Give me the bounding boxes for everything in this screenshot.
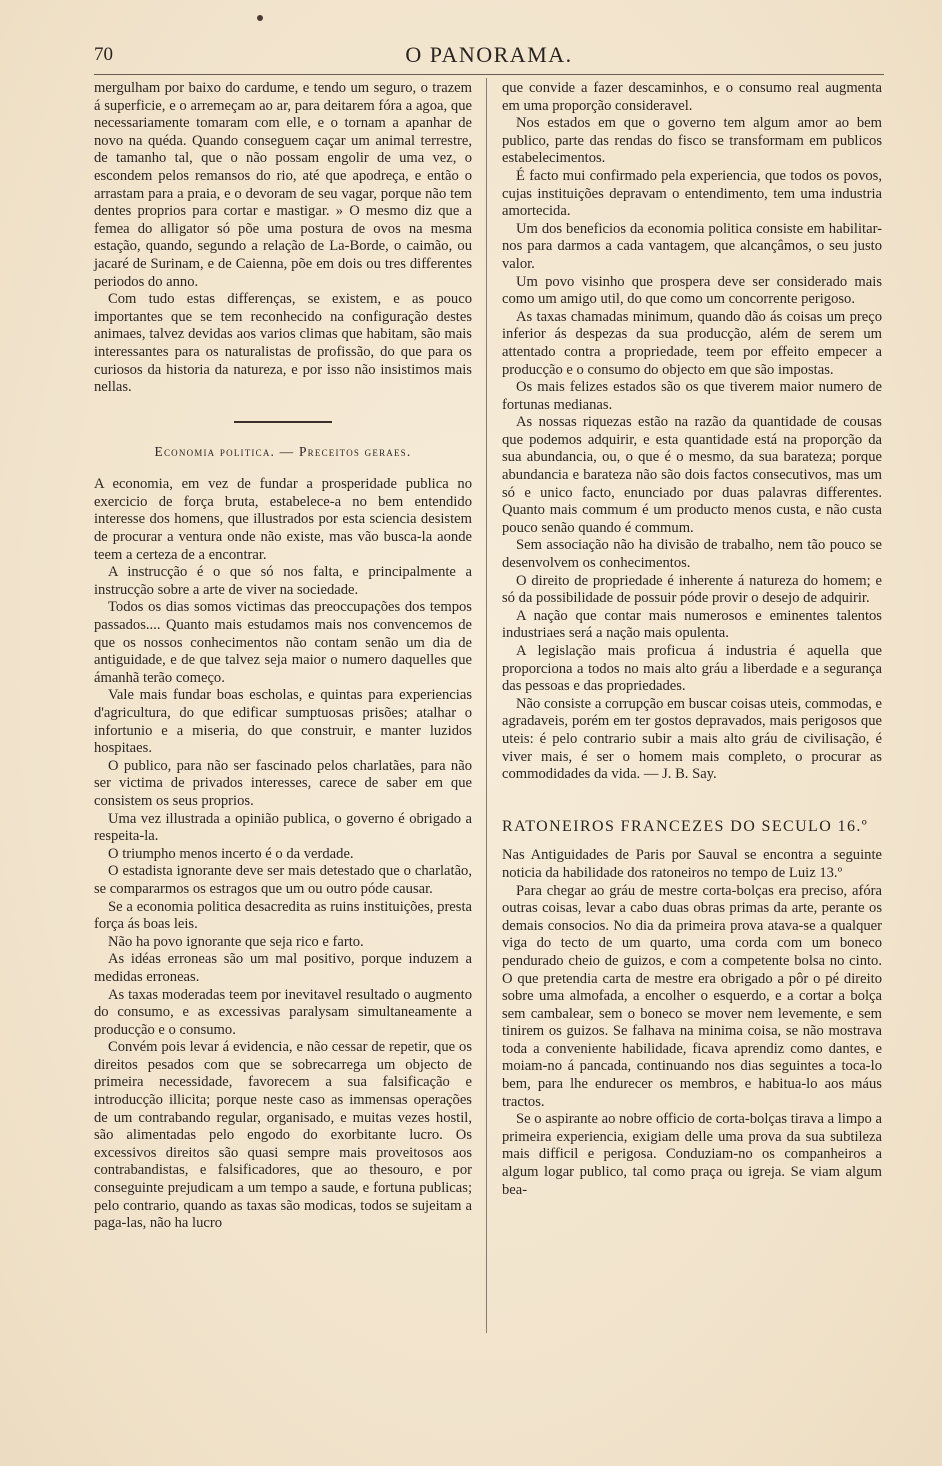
left-column bbox=[94, 80, 472, 1233]
paragraph: Nas Antiguidades de Paris por Sauval se encontra a seguinte noticia da habilidade dos ratoneiros no tempo de Luiz 13.º bbox=[502, 847, 882, 881]
paragraph: Nos estados em que o governo tem algum amor ao bem publico, parte das rendas do fisco se transformam em publicos estabelecimentos. bbox=[502, 115, 882, 167]
paragraph: A nação que contar mais numerosos e eminentes talentos industriaes será a nação mais opulenta. bbox=[502, 607, 882, 642]
paragraph: Um dos beneficios da economia politica consiste em habilitar-nos para darmos a cada vantagem, que alcançâmos, o seu justo valor. bbox=[502, 220, 882, 272]
paragraph: Vale mais fundar boas escholas, e quintas para experiencias d'agricultura, do que edificar sumptuosas prisões; atalhar o infortunio e a miseria, do que construir, e manter luzidos hospitaes. bbox=[94, 687, 472, 757]
page-number: 70 bbox=[94, 44, 113, 65]
paragraph: mergulham por baixo do cardume, e tendo um seguro, o trazem á superficie, e o arremeçam ao ar, para deitarem fóra a agoa, que necessariamente tomaram com elle, e o tornam a apanhar de novo na quéda. Quando conseguem caçar um animal terrestre, de tamanho tal, que o não possam engolir de uma vez, o escondem pelos remansos do rio, até que apodreça, e então o arrastam para a praia, e o devoram de seu vagar, porque não tem dentes proprios para cortar e mastigar. » O mesmo diz que a femea do alligator só põe uma postura de ovos na mesma estação, quando, segundo a relação de La-Borde, o caimão, ou jacaré de Surinam, e de Caienna, põe em dois ou tres differentes periodos do anno. bbox=[94, 80, 472, 290]
paragraph: As nossas riquezas estão na razão da quantidade de cousas que podemos adquirir, e esta quantidade está na proporção da sua abundancia, ou, o que é o mesmo, da sua barateza; porque abundancia e barateza não são dois factos consecutivos, mas um só e unico facto, enunciado por duas palavras differentes. Quanto mais commum é um producto menos custa, e não custa pouco senão quando é commum. bbox=[502, 414, 882, 536]
section-heading: Economia politica. — Preceitos geraes. bbox=[154, 443, 412, 459]
paragraph: que convide a fazer descaminhos, e o consumo real augmenta em uma proporção consideravel. bbox=[502, 80, 882, 114]
paragraph: Não consiste a corrupção em buscar coisas uteis, commodas, e agradaveis, porém em ter gostos depravados, mais perigosos que uteis: é pelo contrario subir a mais alto gráu de civilisação, é viver mais, é ser o homem mais completo, o procurar as commodidades da vida. — J. B. Say. bbox=[502, 695, 882, 783]
paragraph: Para chegar ao gráu de mestre corta-bolças era preciso, afóra outras coisas, levar a cabo duas obras primas da arte, perante os demais consocios. No dia da primeira prova atava-se a qualquer viga do tecto de um quarto, uma corda com um boneco pendurado cheio de guizos, e com a competente bolsa no cinto. O que pretendia carta de mestre era obrigado a pôr o pé direito sobre uma almofada, a encolher o esquerdo, e a cortar a bolça sem cambalear, sem o boneco se mover nem levemente, e sem tinirem os guizos. Se falhava na minima coisa, se não mostrava toda a conveniente habilidade, ficava aprendiz como dantes, e moiam-no á pancada, continuando nos dias seguintes a toca-lo bem, para lhe endurecer os membros, e habitua-lo aos máus tractos. bbox=[502, 882, 882, 1110]
paragraph: Uma vez illustrada a opinião publica, o governo é obrigado a respeita-la. bbox=[94, 810, 472, 845]
paragraph: O triumpho menos incerto é o da verdade. bbox=[108, 845, 354, 862]
column-divider bbox=[486, 78, 487, 1333]
running-title: O PANORAMA. bbox=[405, 42, 573, 67]
paragraph: Os mais felizes estados são os que tiverem maior numero de fortunas medianas. bbox=[502, 379, 882, 413]
paragraph: A economia, em vez de fundar a prosperidade publica no exercicio de força bruta, estabelece-a no bem entendido interesse dos homens, que illustrados por esta sciencia desistem de procurar a ventura onde não existe, mas vão busca-la aonde teem a certeza de a encontrar. bbox=[94, 476, 472, 563]
paragraph: As taxas chamadas minimum, quando dão ás coisas um preço inferior ás despezas da sua producção, além de serem um attentado contra a propriedade, teem por effeito empecer a producção e o consumo do objecto em que são impostas. bbox=[502, 308, 882, 378]
paragraph: Todos os dias somos victimas das preoccupações dos tempos passados.... Quanto mais estudamos mais nos convencemos de que os nossos conhecimentos não contam senão um dia de antiguidade, e de que talvez seja maior o numero daquelles que ámanhã terão começo. bbox=[94, 599, 472, 686]
ink-spot bbox=[257, 15, 263, 21]
section-separator bbox=[234, 421, 332, 423]
paragraph: Se o aspirante ao nobre officio de corta-bolças tirava a limpo a primeira experiencia, exigiam delle uma prova da sua subtileza mais difficil e perigosa. Conduziam-no os companheiros a algum logar publico, tal como praça ou igreja. Se viam algum bea- bbox=[502, 1111, 882, 1198]
paragraph: Sem associação não ha divisão de trabalho, nem tão pouco se desenvolvem os conhecimentos. bbox=[502, 537, 882, 572]
header-rule bbox=[94, 74, 884, 75]
paragraph: A instrucção é o que só nos falta, e principalmente a instrucção sobre a arte de viver na sociedade. bbox=[94, 564, 472, 598]
page-header bbox=[94, 42, 884, 68]
right-column bbox=[502, 80, 882, 1199]
paragraph: Convém pois levar á evidencia, e não cessar de repetir, que os direitos pesados com que se sobrecarrega um objecto de primeira necessidade, favorecem a sua falsificação e introducção illicita; porque neste caso as immensas operações de um contrabando regular, organisado, e muitas vezes hostil, são alimentadas pelo engodo do exorbitante lucro. Os excessivos direitos são quasi sempre mais proveitosos aos contrabandistas, e falsificadores, que ao thesouro, e por conseguinte prejudicam a um tempo a saude, e fortuna publicas; pelo contrario, quando as taxas são modicas, todos se sujeitam a paga-las, não ha lucro bbox=[94, 1039, 472, 1232]
paragraph: É facto mui confirmado pela experiencia, que todos os povos, cujas instituições depravam o entendimento, tem uma industria amortecida. bbox=[502, 167, 882, 220]
paragraph: O estadista ignorante deve ser mais detestado que o charlatão, se compararmos os estragos que um ou outro póde causar. bbox=[94, 863, 472, 897]
paragraph: As idéas erroneas são um mal positivo, porque induzem a medidas erroneas. bbox=[94, 951, 472, 985]
section-heading: RATONEIROS FRANCEZES DO SECULO 16.º bbox=[502, 817, 869, 835]
paragraph: O publico, para não ser fascinado pelos charlatães, para não ser victima de privados interesses, carece de saber em que consistem os seus proprios. bbox=[94, 757, 472, 809]
paragraph: Com tudo estas differenças, se existem, e as pouco importantes que se tem reconhecido na configuração destes animaes, talvez devidas aos varios climas que habitam, são mais interessantes para os naturalistas de profissão, do que para os curiosos da historia da natureza, e por isso não insistimos mais nellas. bbox=[94, 291, 472, 396]
paragraph: Se a economia politica desacredita as ruins instituições, presta força ás boas leis. bbox=[94, 898, 472, 933]
paragraph: A legislação mais proficua á industria é aquella que proporciona a todos no mais alto gráu a liberdade e a segurança das pessoas e das propriedades. bbox=[502, 643, 882, 695]
paragraph: O direito de propriedade é inherente á natureza do homem; e só da possibilidade de possuir póde provir o desejo de adquirir. bbox=[502, 572, 882, 607]
paragraph: As taxas moderadas teem por inevitavel resultado o augmento do consumo, e as excessivas paralysam simultaneamente a producção e o consumo. bbox=[94, 986, 472, 1038]
paragraph: Um povo visinho que prospera deve ser considerado mais como um amigo util, do que como um concorrente perigoso. bbox=[502, 273, 882, 308]
paragraph: Não ha povo ignorante que seja rico e farto. bbox=[108, 933, 364, 950]
